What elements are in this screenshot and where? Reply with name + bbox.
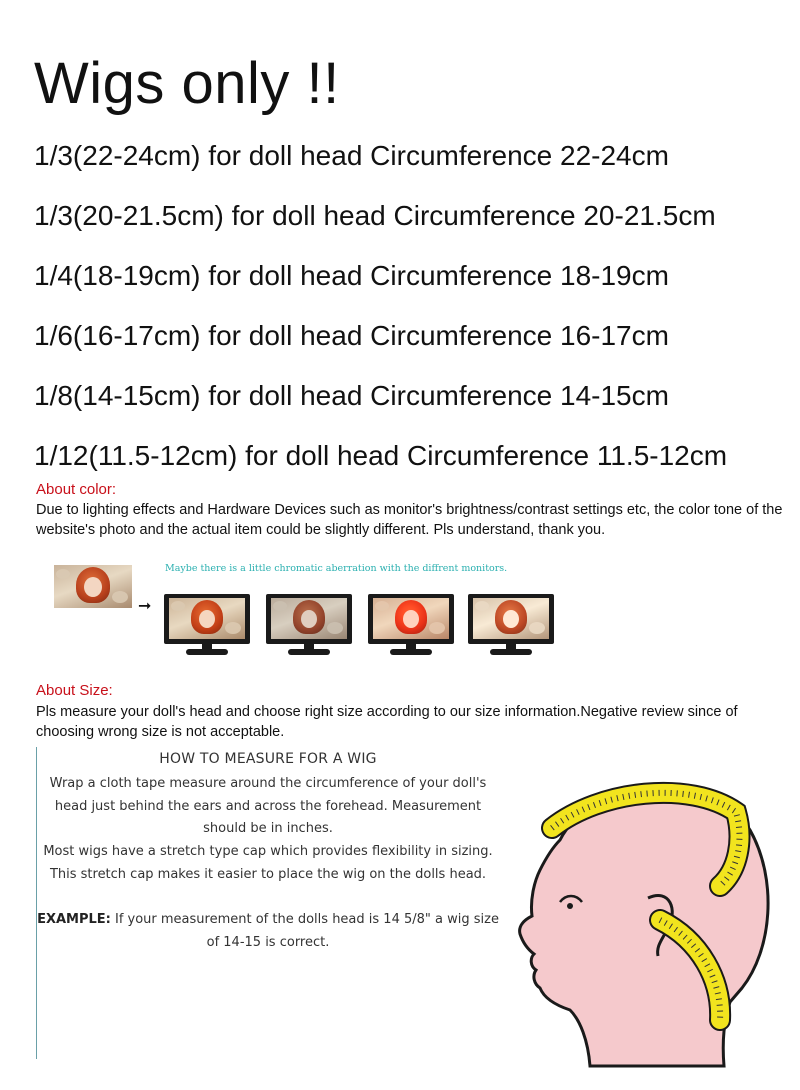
example-label: EXAMPLE: — [37, 912, 111, 927]
size-line: 1/3(22-24cm) for doll head Circumference 22-24cm — [34, 140, 669, 171]
monitor-icon — [368, 594, 454, 656]
measure-paragraph-1: Wrap a cloth tape measure around the circumference of your doll's head just behind the ears and across the forehead. Measurement should be in inches. — [49, 776, 487, 837]
doll-photo — [54, 565, 132, 608]
about-size-heading: About Size: — [36, 682, 113, 699]
monitor-icon — [266, 594, 352, 656]
measure-panel — [36, 747, 499, 1059]
page-title: Wigs only !! — [34, 51, 340, 116]
measure-paragraph-2: Most wigs have a stretch type cap which provides flexibility in sizing. This stretch cap makes it easier to place the wig on the dolls head. — [43, 844, 493, 882]
example-text: If your measurement of the dolls head is 14 5/8" a wig size of 14-15 is correct. — [110, 912, 499, 950]
size-line: 1/6(16-17cm) for doll head Circumference 16-17cm — [34, 320, 669, 351]
measure-title: HOW TO MEASURE FOR A WIG — [159, 751, 377, 767]
arrow-right-icon: ➞ — [138, 598, 152, 615]
monitor-icon — [164, 594, 250, 656]
measure-example — [37, 909, 499, 954]
monitor-icon — [468, 594, 554, 656]
about-size-text: Pls measure your doll's head and choose right size according to our size information.Negative review since of choosing wrong size is not acceptable. — [36, 704, 738, 740]
about-color-text: Due to lighting effects and Hardware Devices such as monitor's brightness/contrast settings etc, the color tone of the website's photo and the actual item could be slightly different. Pls understand, thank you. — [36, 502, 783, 538]
head-tape-measure-illustration — [510, 770, 780, 1070]
size-line: 1/3(20-21.5cm) for doll head Circumference 20-21.5cm — [34, 200, 716, 231]
size-line: 1/12(11.5-12cm) for doll head Circumference 11.5-12cm — [34, 440, 728, 471]
size-line: 1/4(18-19cm) for doll head Circumference 18-19cm — [34, 260, 669, 291]
size-line: 1/8(14-15cm) for doll head Circumference 14-15cm — [34, 380, 669, 411]
about-color-heading: About color: — [36, 481, 117, 498]
chromatic-note: Maybe there is a little chromatic aberration with the diffrent monitors. — [165, 563, 508, 574]
